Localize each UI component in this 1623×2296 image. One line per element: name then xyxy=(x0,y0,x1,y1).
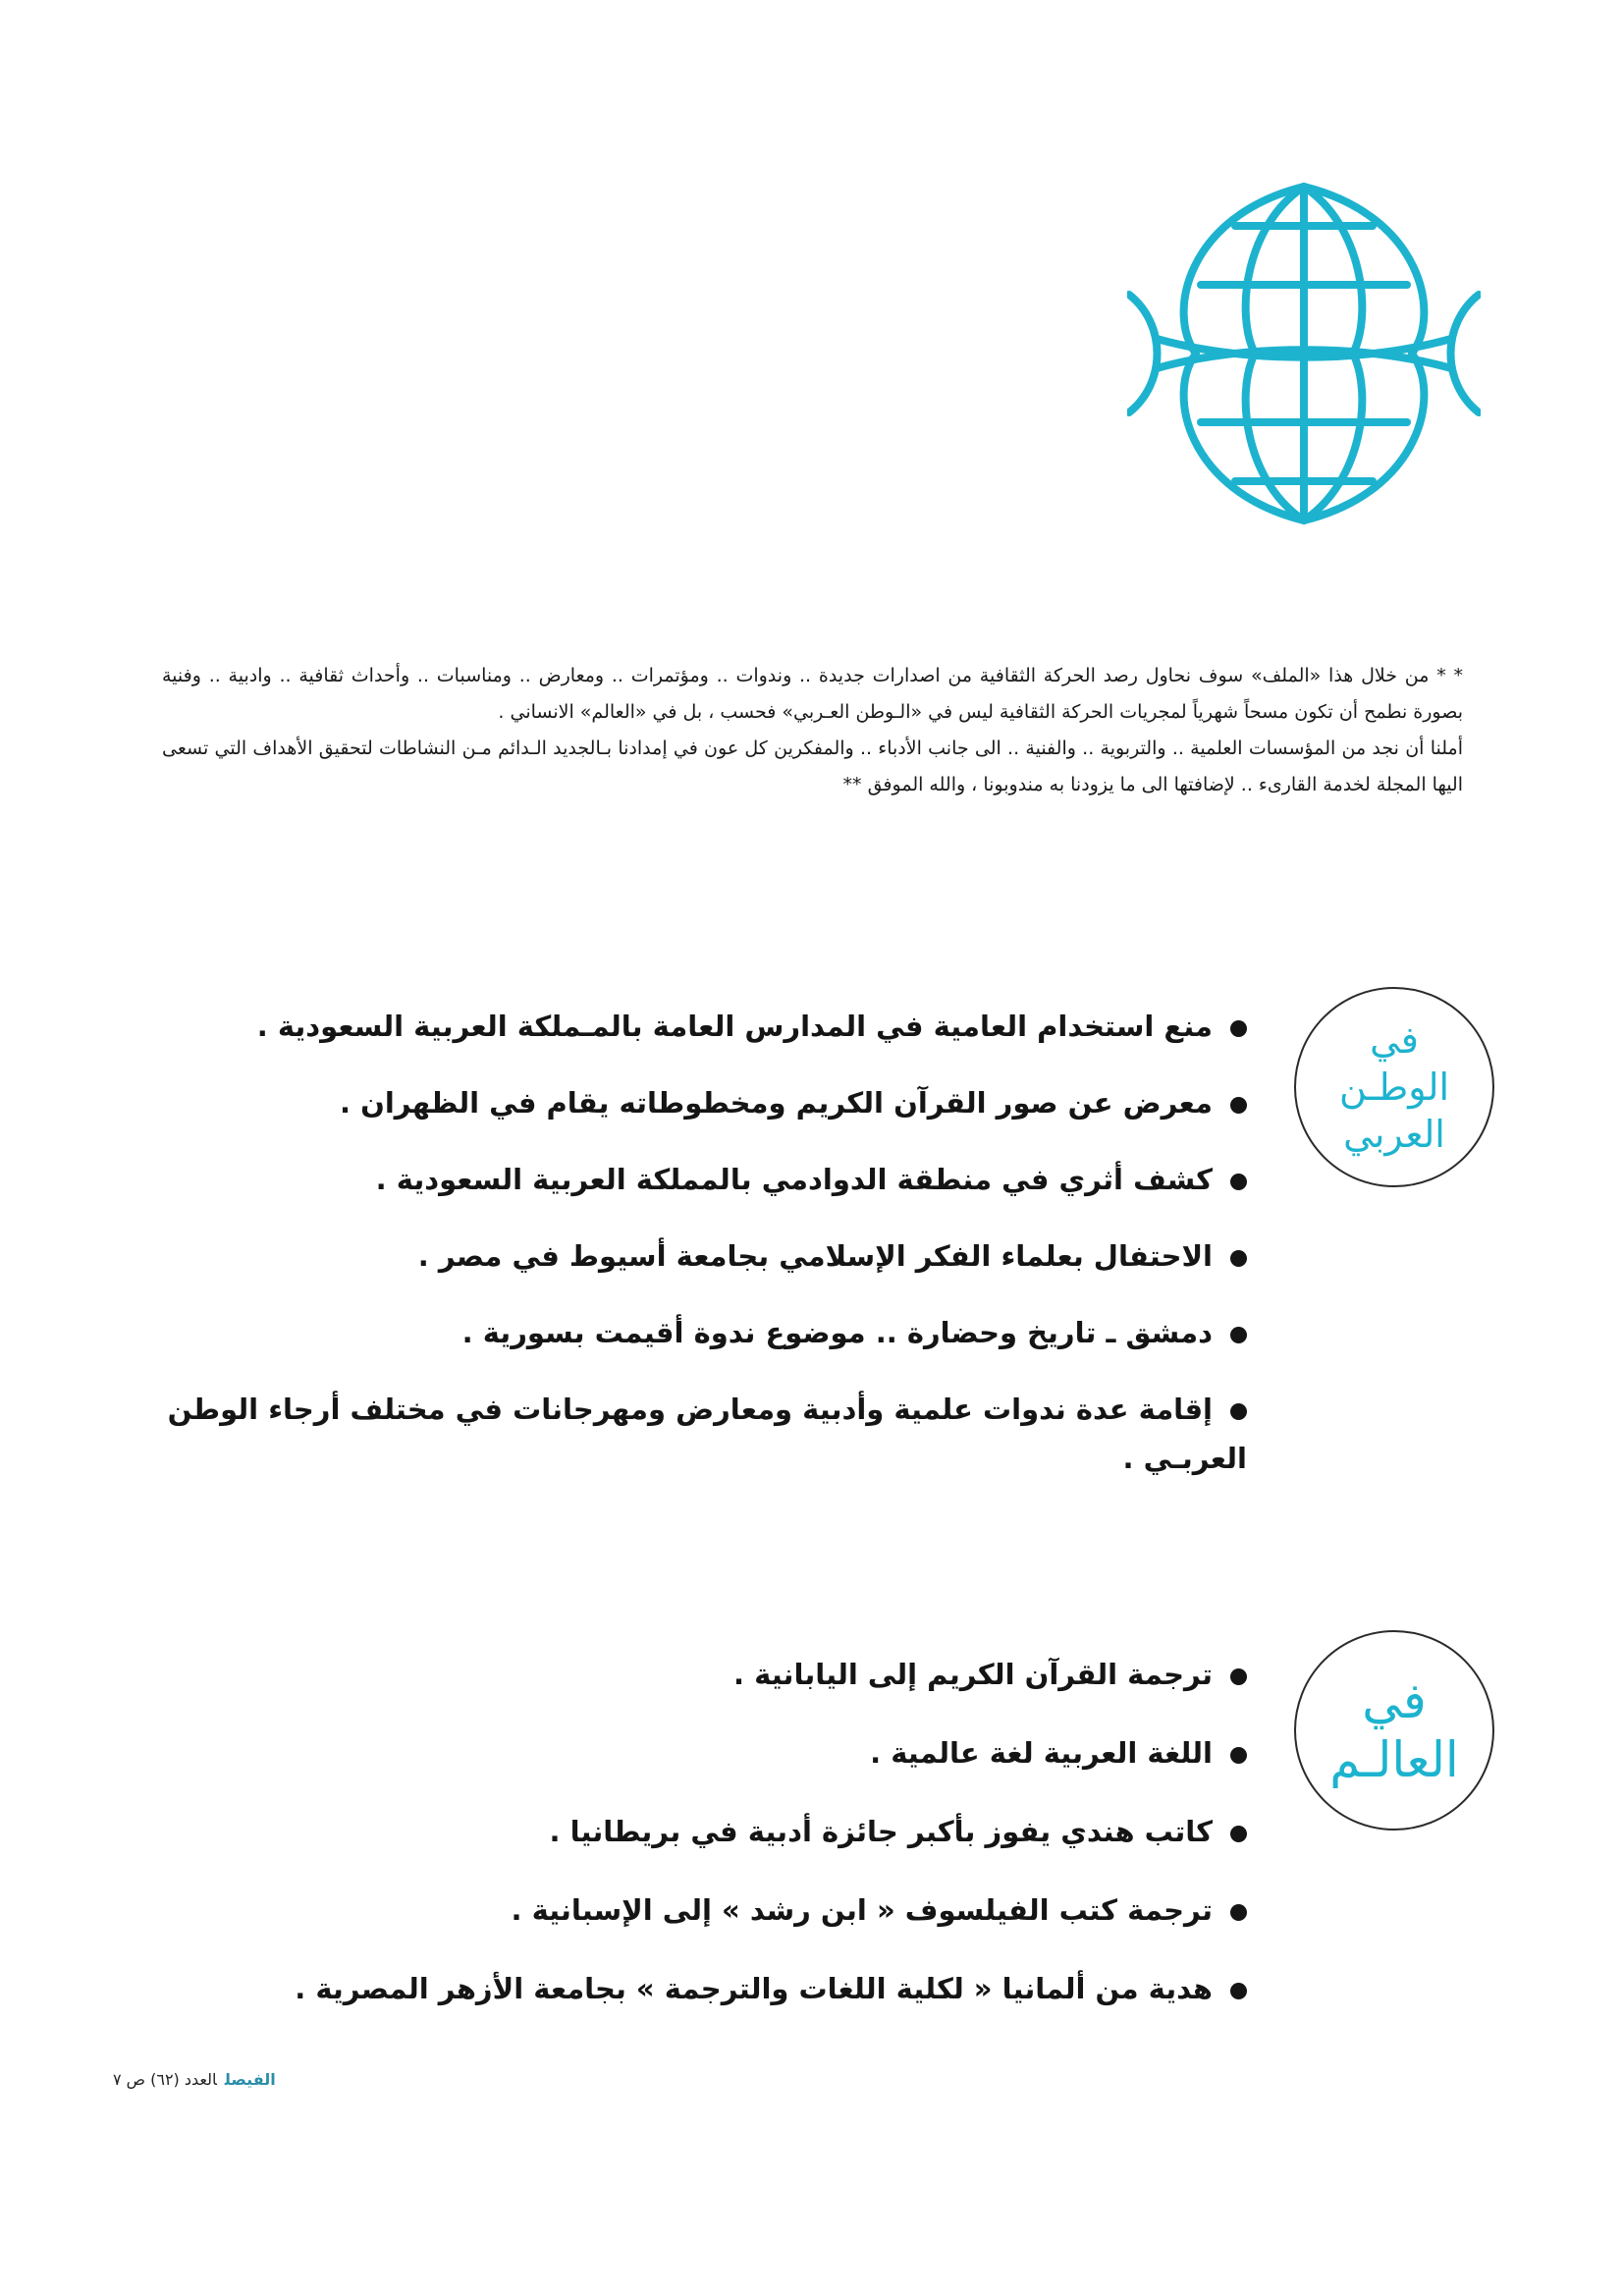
list-item xyxy=(167,1155,1247,1231)
arab-world-news-list xyxy=(167,1002,1247,1475)
list-item-text: كاتب هندي يفوز بأكبر جائزة أدبية في بريطانيا . xyxy=(549,1815,1213,1848)
bullet-icon xyxy=(1230,1904,1247,1921)
magazine-name: الفيصل xyxy=(224,2070,276,2089)
list-item xyxy=(167,1002,1247,1078)
arab-world-badge xyxy=(1294,987,1494,1187)
bullet-icon xyxy=(1230,1020,1247,1037)
intro-paragraph: أملنا أن نجد من المؤسسات العلمية .. والتربوية .. والفنية .. الى جانب الأدباء .. والمفكرين كل عون في إمدادنا بـالجديد الـدائم مـن النشاطات لتحقيق الأهداف التي تسعى اليها المجلة لخدمة القارىء .. لإضافتها الى ما يزودنا به مندوبونا ، والله الموفق ** xyxy=(162,738,1463,795)
list-item-text: معرض عن صور القرآن الكريم ومخطوطاته يقام في الظهران . xyxy=(339,1086,1213,1120)
list-item xyxy=(167,1650,1247,1728)
badge-line: في xyxy=(1362,1672,1427,1729)
bullet-icon xyxy=(1230,1403,1247,1420)
list-item xyxy=(167,1728,1247,1807)
bullet-icon xyxy=(1230,1668,1247,1685)
list-item-text: دمشق ـ تاريخ وحضارة .. موضوع ندوة أقيمت بسورية . xyxy=(461,1316,1213,1349)
list-item xyxy=(167,1308,1247,1385)
badge-line: العربي xyxy=(1343,1113,1445,1156)
list-item xyxy=(167,1964,1247,2043)
intro-paragraph: * * من خلال هذا «الملف» سوف نحاول رصد الحركة الثقافية من اصدارات جديدة .. وندوات .. ومؤتمرات .. ومعارض .. ومناسبات .. وأحداث ثقافية .. وادبية .. وفنية بصورة نطمح أن تكون مسحاً شهرياً لمجريات الحركة الثقافية ليس في «الـوطن العـربي» فحسب ، بل في «العالم» الانساني . xyxy=(162,665,1463,723)
list-item-text: هدية من ألمانيا « لكلية اللغات والترجمة » بجامعة الأزهر المصرية . xyxy=(295,1972,1213,2005)
list-item-text: اللغة العربية لغة عالمية . xyxy=(870,1736,1213,1770)
badge-line: العالـم xyxy=(1329,1731,1459,1788)
list-item-text: إقامة عدة ندوات علمية وأدبية ومعارض ومهرجانات في مختلف أرجاء الوطن العربـي . xyxy=(167,1393,1247,1475)
bullet-icon xyxy=(1230,1747,1247,1764)
bullet-icon xyxy=(1230,1826,1247,1842)
issue-info: العدد (٦٢) ص ٧ xyxy=(113,2070,217,2089)
list-item-text: منع استخدام العامية في المدارس العامة بالمـملكة العربية السعودية . xyxy=(256,1010,1213,1043)
bullet-icon xyxy=(1230,1250,1247,1267)
bullet-icon xyxy=(1230,1983,1247,1999)
bullet-icon xyxy=(1230,1327,1247,1343)
list-item xyxy=(167,1807,1247,1886)
intro-text xyxy=(162,658,1463,803)
list-item-text: ترجمة القرآن الكريم إلى اليابانية . xyxy=(733,1658,1213,1691)
list-item xyxy=(167,1078,1247,1155)
page-footer xyxy=(113,2070,276,2089)
list-item-text: ترجمة كتب الفيلسوف « ابن رشد » إلى الإسبانية . xyxy=(511,1893,1213,1927)
globe-icon xyxy=(1127,177,1481,530)
list-item xyxy=(167,1231,1247,1308)
bullet-icon xyxy=(1230,1097,1247,1114)
badge-line: الوطـن xyxy=(1338,1066,1450,1109)
world-news-list xyxy=(167,1650,1247,2043)
bullet-icon xyxy=(1230,1174,1247,1190)
world-badge xyxy=(1294,1630,1494,1831)
badge-line: في xyxy=(1370,1018,1419,1062)
list-item-text: كشف أثري في منطقة الدوادمي بالمملكة العربية السعودية . xyxy=(375,1163,1213,1196)
list-item xyxy=(167,1385,1247,1475)
list-item-text: الاحتفال بعلماء الفكر الإسلامي بجامعة أسيوط في مصر . xyxy=(417,1239,1213,1273)
list-item xyxy=(167,1886,1247,1964)
